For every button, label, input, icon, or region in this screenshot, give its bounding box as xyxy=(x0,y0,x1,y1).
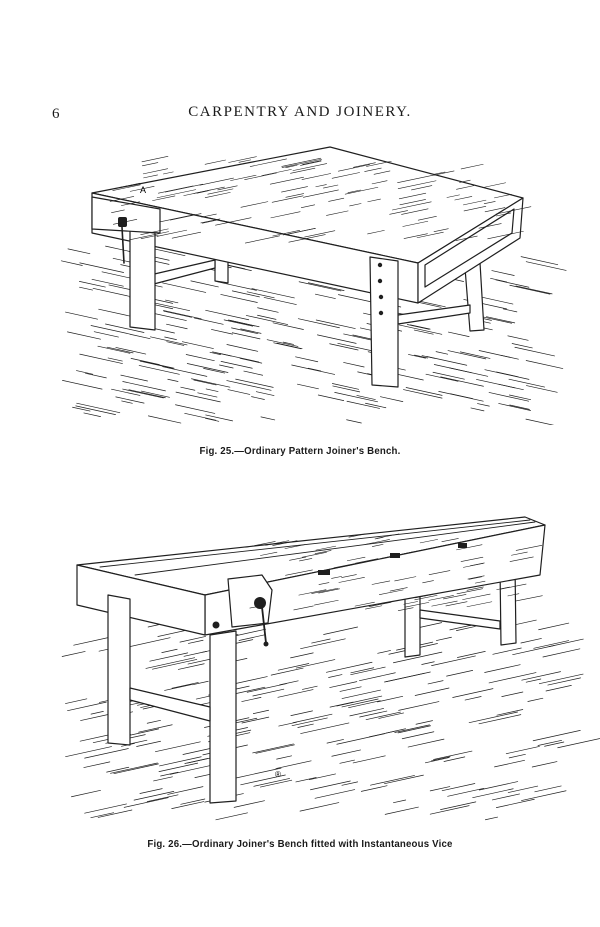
bench-with-vice-illustration xyxy=(0,495,600,825)
figure-25-caption: Fig. 25.—Ordinary Pattern Joiner's Bench. xyxy=(199,445,401,457)
joiners-bench-illustration xyxy=(0,125,600,425)
label-a: A xyxy=(140,185,147,195)
small-mark: ® xyxy=(275,770,281,779)
running-head: CARPENTRY AND JOINERY. xyxy=(188,104,412,120)
page-number: 6 xyxy=(52,106,60,122)
figure-26-caption: Fig. 26.—Ordinary Joiner's Bench fitted with Instantaneous Vice xyxy=(147,838,453,850)
